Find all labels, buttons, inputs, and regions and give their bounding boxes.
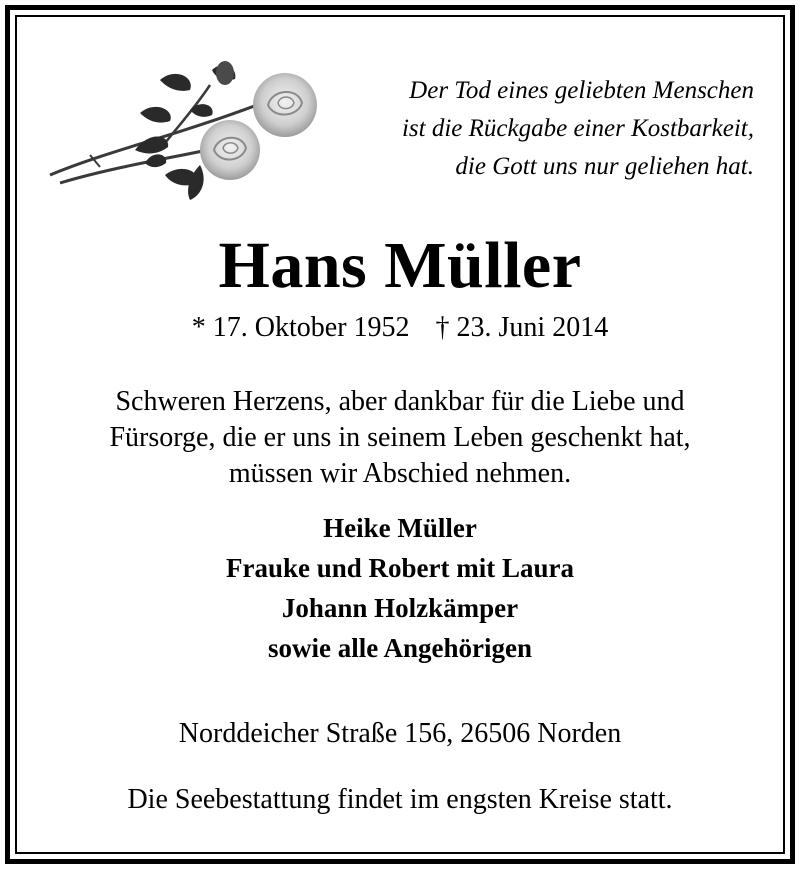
life-dates	[0, 308, 800, 348]
message-line: Schweren Herzens, aber dankbar für die Liebe und	[115, 386, 685, 417]
mourners-list	[0, 508, 800, 668]
message-line: Fürsorge, die er uns in seinem Leben geschenkt hat,	[109, 422, 691, 453]
death-date: † 23. Juni 2014	[435, 312, 609, 343]
quote-line: ist die Rückgabe einer Kostbarkeit,	[401, 115, 754, 142]
roses-icon	[40, 55, 340, 225]
deceased-name: Hans Müller	[218, 229, 582, 302]
message-line: müssen wir Abschied nehmen.	[228, 458, 572, 489]
mourner: Johann Holzkämper	[281, 593, 519, 623]
burial-note: Die Seebestattung findet im engsten Kreise statt.	[127, 784, 673, 815]
quote-line: die Gott uns nur geliehen hat.	[455, 153, 754, 180]
quote-line: Der Tod eines geliebten Menschen	[409, 77, 754, 104]
address: Norddeicher Straße 156, 26506 Norden	[178, 718, 622, 749]
mourner: Heike Müller	[323, 513, 477, 543]
mourner: sowie alle Angehörigen	[268, 633, 532, 663]
condolence-message	[0, 384, 800, 492]
birth-date: * 17. Oktober 1952	[191, 312, 410, 343]
quote	[402, 72, 754, 186]
mourner: Frauke und Robert mit Laura	[225, 553, 574, 583]
